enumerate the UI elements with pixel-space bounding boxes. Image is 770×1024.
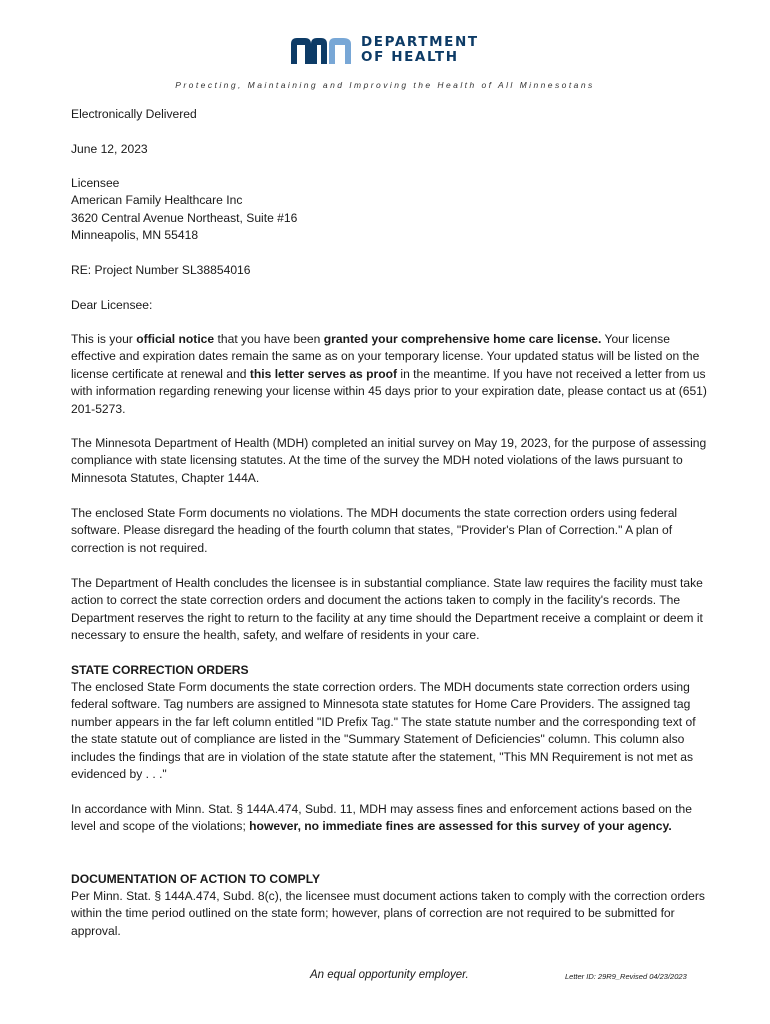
footer-letter-id: Letter ID: 29R9_Revised 04/23/2023 [565, 972, 687, 981]
delivery-method: Electronically Delivered [71, 107, 197, 121]
paragraph-fines [71, 801, 707, 836]
footer-eoe: An equal opportunity employer. [310, 969, 469, 981]
text-run: In accordance with Minn. Stat. § 144A.474, Subd. 11, MDH may assess fines and enforcement actions based on the level and scope of the violations; [71, 802, 692, 834]
text-run: in the meantime. If you have not received a letter from us with information regarding renewing your license within 45 days prior to your expiration date, please contact us at (651) 201-5273. [71, 366, 707, 416]
address-line: 3620 Central Avenue Northeast, Suite #16 [71, 210, 298, 225]
bold-run: official notice [136, 332, 215, 346]
heading-text: DOCUMENTATION OF ACTION TO COMPLY [71, 872, 321, 886]
mdh-logo [289, 34, 489, 68]
bold-run: however, no immediate fines are assessed for this survey of your agency [249, 819, 669, 834]
text-run: Your license effective and expiration dates remain the same as on your temporary license. Your updated status will be listed on the license certificate at renewal and [71, 332, 700, 381]
address-line: American Family Healthcare Inc [71, 193, 243, 208]
letter-date: June 12, 2023 [71, 142, 148, 156]
paragraph-license-notice [71, 331, 707, 418]
logo-line-2: OF HEALTH [361, 49, 459, 65]
salutation: Dear Licensee: [71, 298, 153, 312]
text-run: that you have been [214, 332, 324, 346]
bold-run: granted your comprehensive home care license. [323, 332, 602, 346]
bold-run: this letter serves as proof [249, 366, 398, 381]
paragraph-correction-orders: The enclosed State Form documents the state correction orders. The MDH documents state correction orders using federal software. Tag numbers are assigned to Minnesota state statutes for Home Care Providers. The assigned tag number appears in the far left column entitled "ID Prefix Tag." The state statute number and the corresponding text of the state statute out of compliance are listed in the "Summary Statement of Deficiencies" column. This column also includes the findings that are in violation of the state statute after the statement, "This MN Requirement is not met as evidenced by . . ." [71, 680, 696, 782]
heading-state-correction-orders [71, 662, 707, 679]
paragraph-survey: The Minnesota Department of Health (MDH) completed an initial survey on May 19, 2023, for the purpose of assessing compliance with state licensing statutes. At the time of the survey the MDH noted violations of the laws pursuant to Minnesota Statutes, Chapter 144A. [71, 436, 707, 485]
bold-run: . [668, 819, 672, 834]
logo-wordmark [361, 35, 479, 65]
text-run: This is your [71, 332, 137, 346]
re-line: RE: Project Number SL38854016 [71, 263, 251, 277]
tagline: Protecting, Maintaining and Improving the Health of All Minnesotans [175, 80, 595, 90]
mn-logo-mark-icon [289, 36, 355, 66]
heading-documentation [71, 871, 707, 888]
recipient-address [71, 175, 707, 245]
paragraph-documentation: Per Minn. Stat. § 144A.474, Subd. 8(c), the licensee must document actions taken to comply with the correction orders within the time period outlined on the state form; however, plans of correction are not required to be submitted for approval. [71, 889, 705, 938]
logo-line-1: DEPARTMENT [361, 34, 479, 50]
paragraph-compliance: The Department of Health concludes the licensee is in substantial compliance. State law requires the facility must take action to correct the state correction orders and document the actions taken to comply in the facility's records. The Department reserves the right to return to the facility at any time should the Department receive a complaint or deem it necessary to ensure the health, safety, and welfare of residents in your care. [71, 576, 703, 643]
address-line: Licensee [71, 176, 120, 190]
address-line: Minneapolis, MN 55418 [71, 228, 199, 243]
heading-text: STATE CORRECTION ORDERS [71, 663, 249, 677]
paragraph-state-form: The enclosed State Form documents no violations. The MDH documents the state correction orders using federal software. Please disregard the heading of the fourth column that states, "Provider's Plan of Correction." A plan of correction is not required. [71, 506, 678, 555]
